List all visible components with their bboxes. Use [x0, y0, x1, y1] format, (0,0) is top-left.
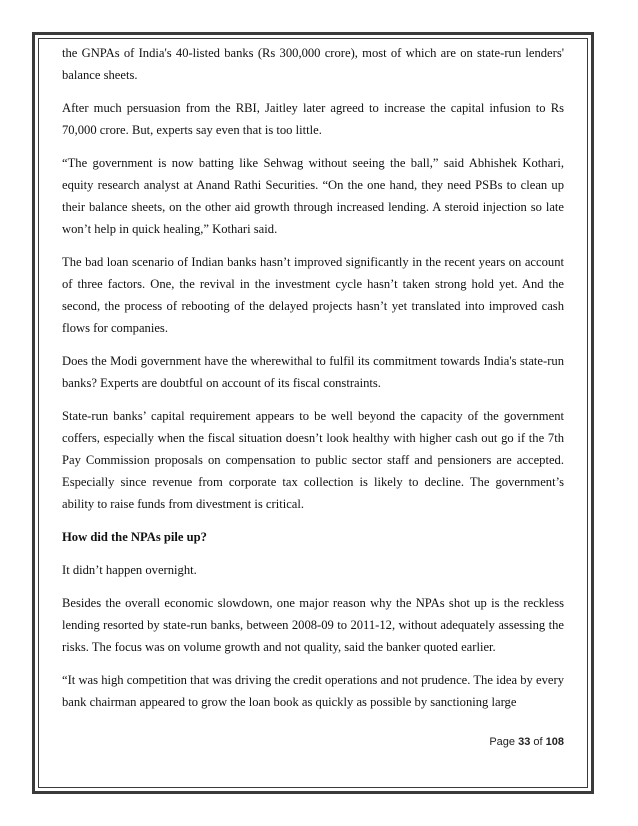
page-number-total: 108 [545, 736, 564, 748]
paragraph-capital-infusion: After much persuasion from the RBI, Jaitley later agreed to increase the capital infusion to Rs 70,000 crore. But, experts say even that is too little. [62, 101, 564, 137]
document-body [62, 42, 564, 724]
page-number-prefix: Page [489, 736, 519, 748]
paragraph-overnight: It didn’t happen overnight. [62, 563, 197, 577]
paragraph-kothari-quote: “The government is now batting like Sehwag without seeing the ball,” said Abhishek Kothari, equity research analyst at Anand Rathi Securities. “On the one hand, they need PSBs to clean up their balance sheets, on the other aid growth through increased lending. A steroid injection so late won’t help in quick healing,” Kothari said. [62, 156, 564, 236]
paragraph-reckless-lending: Besides the overall economic slowdown, one major reason why the NPAs shot up is the reckless lending resorted by state-run banks, between 2008-09 to 2011-12, without adequately assessing the risks. The focus was on volume growth and not quality, said the banker quoted earlier. [62, 596, 564, 654]
section-heading-npas: How did the NPAs pile up? [62, 530, 207, 544]
page-number-separator: of [530, 736, 546, 748]
page-number [489, 736, 564, 748]
paragraph-capital-requirement: State-run banks’ capital requirement appears to be well beyond the capacity of the government coffers, especially when the fiscal situation doesn’t look healthy with higher cash out go if the 7th Pay Commission proposals on compensation to public sector staff and pensioners are accepted. Especially since revenue from corporate tax collection is likely to decline. The government’s ability to raise funds from divestment is critical. [62, 409, 564, 511]
paragraph-competition: “It was high competition that was driving the credit operations and not prudence. The idea by every bank chairman appeared to grow the loan book as quickly as possible by sanctioning large [62, 673, 564, 709]
page-number-current: 33 [518, 736, 531, 748]
paragraph-gnpas: the GNPAs of India's 40-listed banks (Rs 300,000 crore), most of which are on state-run lenders' balance sheets. [62, 46, 564, 82]
paragraph-bad-loan-scenario: The bad loan scenario of Indian banks hasn’t improved significantly in the recent years on account of three factors. One, the revival in the investment cycle hasn’t taken strong hold yet. And the second, the process of rebooting of the delayed projects hasn’t yet translated into improved cash flows for companies. [62, 255, 564, 335]
paragraph-modi-government: Does the Modi government have the wherewithal to fulfil its commitment towards India's state-run banks? Experts are doubtful on account of its fiscal constraints. [62, 354, 564, 390]
